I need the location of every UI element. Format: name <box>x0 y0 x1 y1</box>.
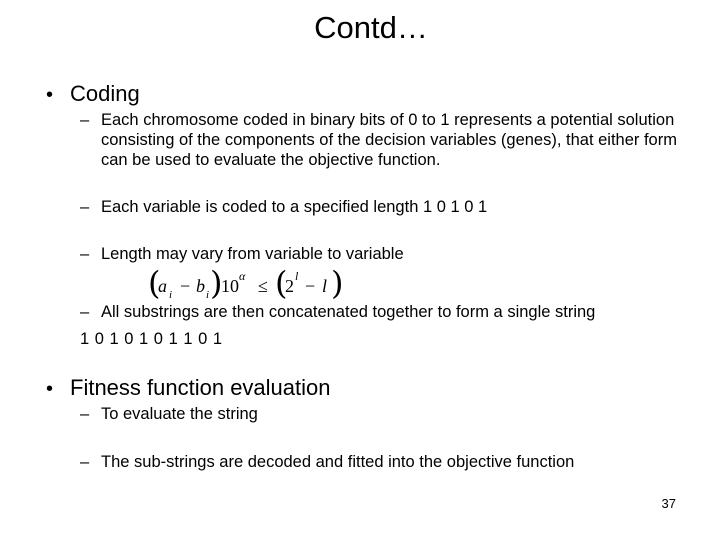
sub-item-text: Length may vary from variable to variable <box>101 245 404 263</box>
sub-item-text: Each variable is coded to a specified length 1 0 1 0 1 <box>101 198 488 216</box>
formula-paren-open: ( <box>148 268 161 302</box>
formula-leq: ≤ <box>258 276 268 296</box>
dash-icon: – <box>80 405 90 423</box>
sub-item-text: All substrings are then concatenated together to form a single string <box>101 303 596 321</box>
heading-coding: Coding <box>70 81 140 106</box>
length-formula <box>148 268 348 304</box>
formula-l: l <box>322 276 328 296</box>
sub-item-text: To evaluate the string <box>101 405 258 423</box>
sub-item-text: The sub-strings are decoded and fitted into the objective function <box>101 453 575 471</box>
sub-item-coded-length <box>80 197 680 217</box>
dash-icon: – <box>80 453 90 471</box>
sub-item-concatenate <box>80 302 680 322</box>
formula-sup-l: l <box>295 269 299 283</box>
sub-item-decode <box>80 452 680 472</box>
bullet-icon: • <box>46 378 54 400</box>
formula-alpha: α <box>239 269 246 283</box>
page-number: 37 <box>661 496 676 511</box>
formula-sub-i: i <box>206 289 210 301</box>
bullet-coding <box>46 80 140 109</box>
dash-icon: – <box>80 245 90 263</box>
bullet-icon: • <box>46 84 54 106</box>
formula-a: a <box>158 276 167 296</box>
formula-paren-close-2: ) <box>331 268 344 302</box>
formula-minus-2: − <box>305 276 316 296</box>
formula-ten: 10 <box>221 276 239 296</box>
dash-icon: – <box>80 198 90 216</box>
sub-item-text: Each chromosome coded in binary bits of 0 to 1 represents a potential solution consisting of the components of the decision variables (genes), that either form can be used to evaluate the objective function. <box>101 111 677 169</box>
bullet-fitness <box>46 374 331 403</box>
sub-item-evaluate-string <box>80 404 680 424</box>
slide-title: Contd… <box>314 10 428 45</box>
formula-paren-close: ) <box>210 268 223 302</box>
formula-minus: − <box>180 276 191 296</box>
sub-item-chromosome <box>80 110 680 170</box>
dash-icon: – <box>80 303 90 321</box>
dash-icon: – <box>80 111 90 129</box>
formula-two: 2 <box>285 276 294 296</box>
formula-paren-open-2: ( <box>275 268 288 302</box>
sub-item-length-varies <box>80 244 680 264</box>
formula-sub-i: i <box>169 289 173 301</box>
concatenated-string: 1 0 1 0 1 0 1 1 0 1 <box>80 330 223 348</box>
heading-fitness: Fitness function evaluation <box>70 375 331 400</box>
formula-b: b <box>196 276 205 296</box>
